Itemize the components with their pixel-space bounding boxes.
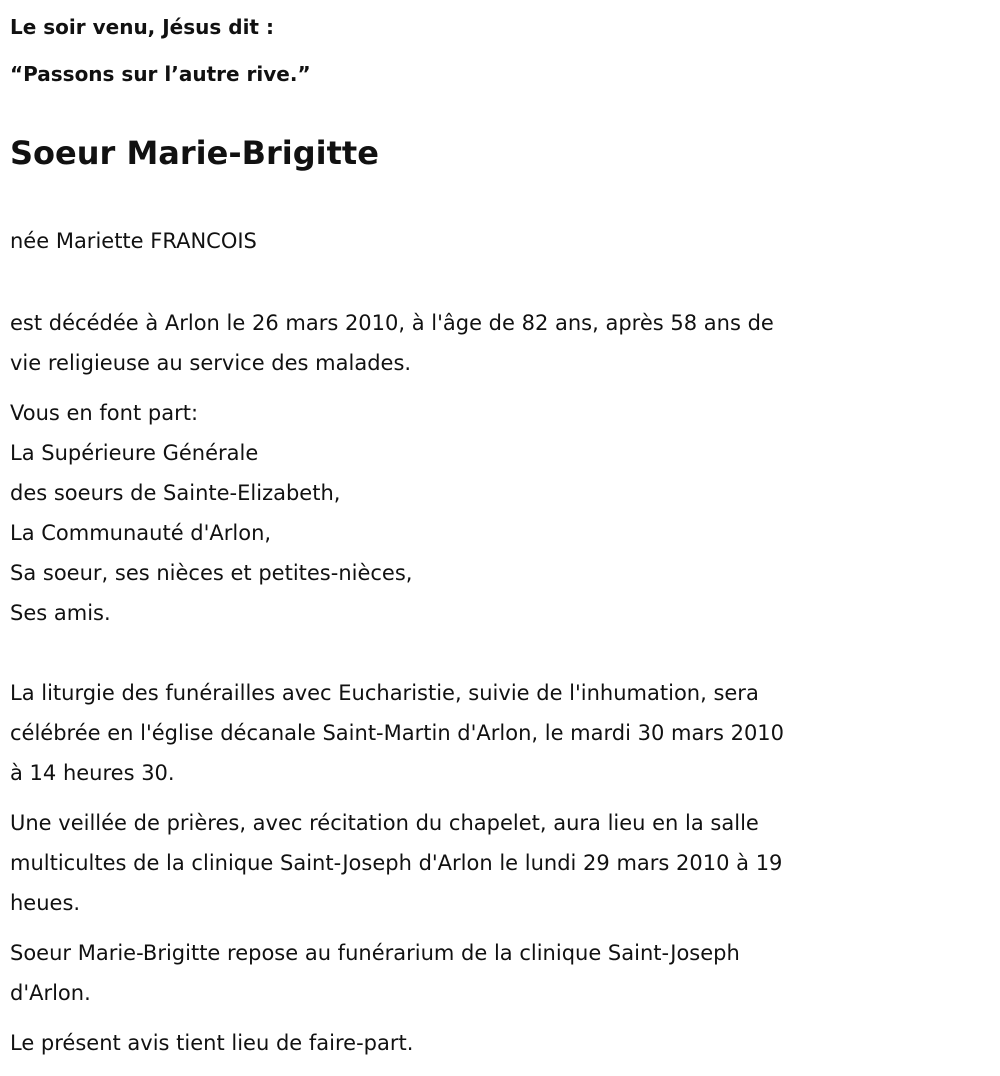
text-line: célébrée en l'église décanale Saint-Martin d'Arlon, le mardi 30 mars 2010 — [10, 721, 785, 745]
notice-paragraph — [10, 673, 784, 793]
text-line: à 14 heures 30. — [10, 761, 175, 785]
epigraph-line-2: “Passons sur l’autre rive.” — [10, 62, 311, 86]
text-line: La Supérieure Générale — [10, 441, 259, 465]
notice-body — [10, 303, 784, 1073]
text-line: vie religieuse au service des malades. — [10, 351, 412, 375]
notice-paragraph — [10, 303, 784, 383]
text-line: est décédée à Arlon le 26 mars 2010, à l'âge de 82 ans, après 58 ans de — [10, 311, 774, 335]
text-line: Le présent avis tient lieu de faire-part. — [10, 1031, 414, 1055]
notice-paragraph — [10, 1023, 784, 1063]
text-line: Sa soeur, ses nièces et petites-nièces, — [10, 561, 413, 585]
epigraph-line-1: Le soir venu, Jésus dit : — [10, 15, 274, 39]
text-line: La liturgie des funérailles avec Eucharistie, suivie de l'inhumation, sera — [10, 681, 759, 705]
text-line: heues. — [10, 891, 81, 915]
text-line: d'Arlon. — [10, 981, 91, 1005]
text-line: Une veillée de prières, avec récitation du chapelet, aura lieu en la salle — [10, 811, 759, 835]
notice-paragraph — [10, 933, 784, 1013]
text-line: Ses amis. — [10, 601, 111, 625]
text-line: des soeurs de Sainte-Elizabeth, — [10, 481, 341, 505]
text-line: multicultes de la clinique Saint-Joseph d'Arlon le lundi 29 mars 2010 à 19 — [10, 851, 783, 875]
birth-name: née Mariette FRANCOIS — [10, 229, 257, 253]
notice-paragraph — [10, 803, 784, 923]
deceased-name-heading: Soeur Marie-Brigitte — [10, 134, 379, 172]
notice-paragraph — [10, 393, 784, 633]
text-line: Vous en font part: — [10, 401, 199, 425]
text-line: Soeur Marie-Brigitte repose au funérarium de la clinique Saint-Joseph — [10, 941, 740, 965]
text-line: La Communauté d'Arlon, — [10, 521, 272, 545]
